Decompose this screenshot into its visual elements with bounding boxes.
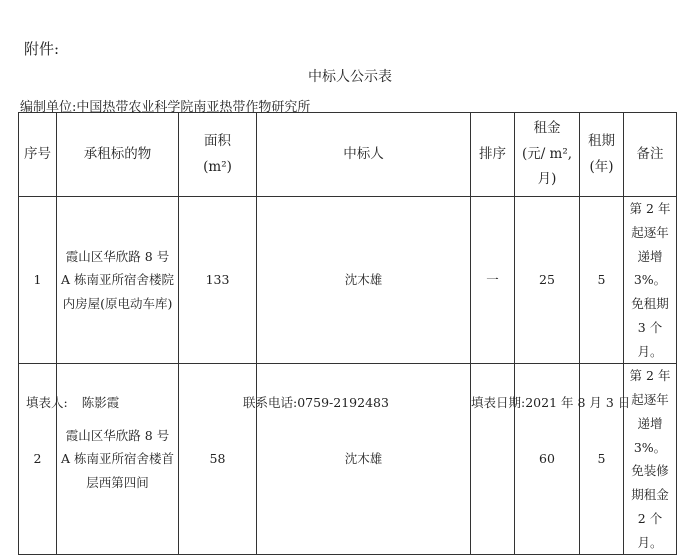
header-rent-line2: (元/ m², <box>521 145 573 162</box>
table-header-row <box>19 113 677 197</box>
header-subject: 承租标的物 <box>57 113 179 197</box>
cell-term: 5 <box>580 197 624 364</box>
header-seq: 序号 <box>19 113 57 197</box>
cell-seq: 2 <box>19 364 57 555</box>
cell-subject: 霞山区华欣路 8 号 A 栋南亚所宿舍楼院内房屋(原电动车库) <box>57 197 179 364</box>
cell-area: 58 <box>179 364 257 555</box>
table-row <box>19 197 677 364</box>
compiling-unit-label: 编制单位: <box>20 100 77 115</box>
cell-rank: 一 <box>471 197 515 364</box>
cell-remark: 第 2 年起逐年递增 3%。免装修期租金 2 个月。 <box>624 364 677 555</box>
footer-date <box>471 393 630 411</box>
filler-label: 填表人: <box>26 395 68 410</box>
header-term <box>580 113 624 197</box>
footer-phone <box>243 393 389 411</box>
winner-table <box>18 112 677 555</box>
header-remark: 备注 <box>624 113 677 197</box>
header-rank: 排序 <box>471 113 515 197</box>
cell-seq: 1 <box>19 197 57 364</box>
header-term-line1: 租期 <box>588 132 615 149</box>
date-label: 填表日期: <box>471 395 526 410</box>
cell-area: 133 <box>179 197 257 364</box>
filler-name: 陈影霞 <box>81 395 120 410</box>
header-rent-line3: 月) <box>537 171 557 188</box>
phone-label: 联系电话: <box>243 395 298 410</box>
cell-rent: 25 <box>515 197 580 364</box>
header-area <box>179 113 257 197</box>
attachment-label: 附件: <box>24 40 60 58</box>
header-area-line2: (m²) <box>203 158 232 175</box>
phone-value: 0759-2192483 <box>297 395 389 410</box>
cell-remark: 第 2 年起逐年递增 3%。免租期 3 个月。 <box>624 197 677 364</box>
footer-filler <box>26 393 119 411</box>
cell-rent: 60 <box>515 364 580 555</box>
page-title: 中标人公示表 <box>308 69 392 85</box>
header-winner: 中标人 <box>257 113 471 197</box>
date-value: 2021 年 8 月 3 日 <box>525 395 631 410</box>
cell-winner: 沈木雄 <box>257 364 471 555</box>
cell-term: 5 <box>580 364 624 555</box>
header-term-line2: (年) <box>589 158 614 175</box>
compiling-unit-value: 中国热带农业科学院南亚热带作物研究所 <box>76 100 311 115</box>
header-area-line1: 面积 <box>204 132 231 149</box>
header-rent <box>515 113 580 197</box>
cell-subject: 霞山区华欣路 8 号 A 栋南亚所宿舍楼首层西第四间 <box>57 364 179 555</box>
cell-winner: 沈木雄 <box>257 197 471 364</box>
header-rent-line1: 租金 <box>533 120 561 137</box>
